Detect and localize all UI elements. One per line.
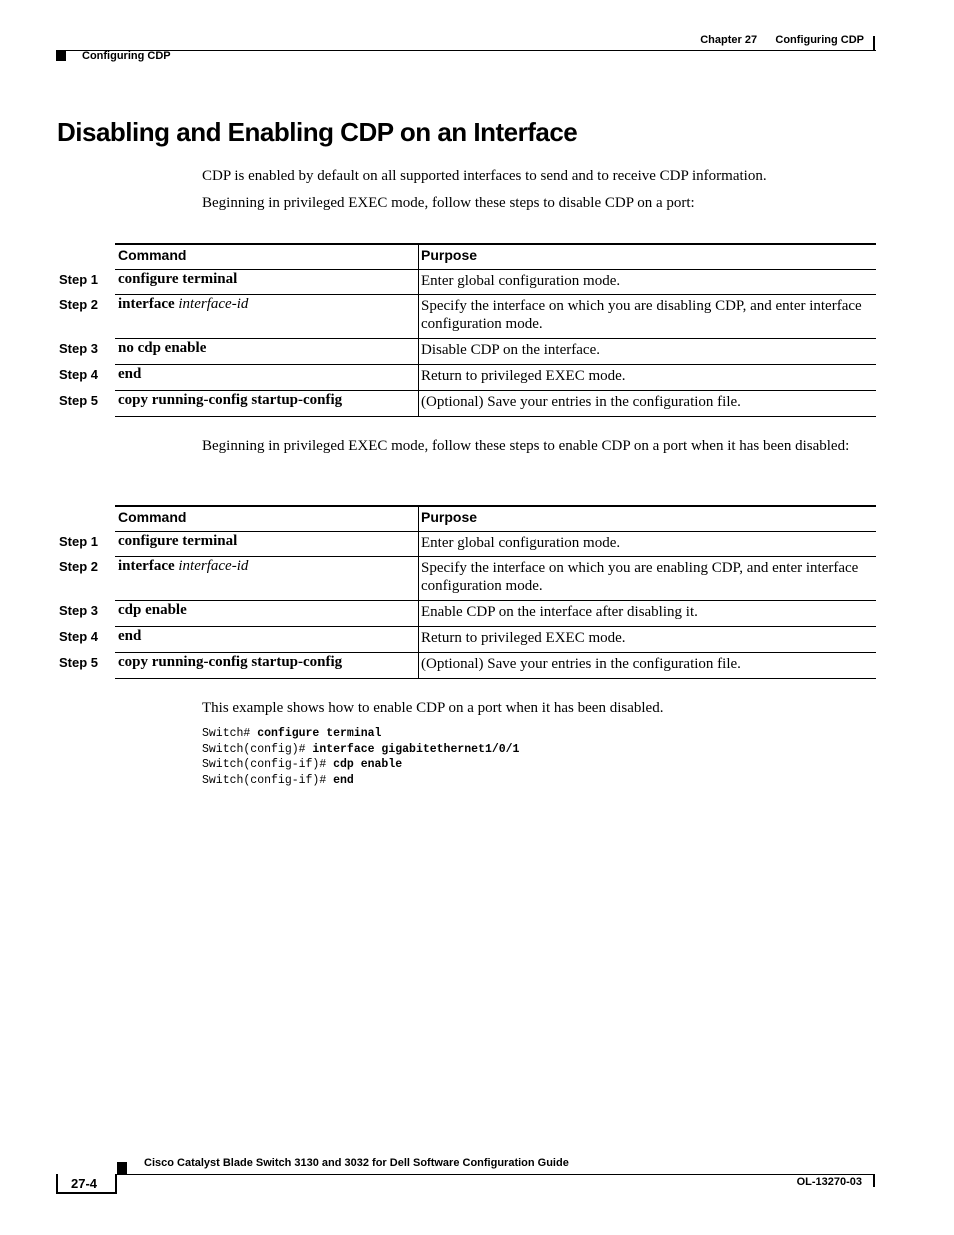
command-text: no cdp enable bbox=[118, 340, 207, 356]
chapter-label: Chapter 27 Configuring CDP bbox=[700, 34, 864, 46]
command-cell bbox=[118, 654, 342, 671]
table-row bbox=[59, 338, 876, 365]
command-cell bbox=[118, 340, 206, 357]
command-cell bbox=[118, 628, 141, 645]
code-command: interface gigabitethernet1/0/1 bbox=[312, 742, 520, 756]
code-prompt: Switch(config)# bbox=[202, 742, 313, 756]
purpose-cell: Return to privileged EXEC mode. bbox=[421, 368, 626, 384]
page-title: Disabling and Enabling CDP on an Interface bbox=[57, 117, 578, 147]
command-cell bbox=[118, 271, 237, 288]
command-text: end bbox=[118, 366, 142, 382]
table-row bbox=[59, 626, 876, 653]
step-label: Step 5 bbox=[59, 393, 99, 408]
enable-instructions: Beginning in privileged EXEC mode, follow these steps to enable CDP on a port when it has been disabled: bbox=[202, 438, 850, 454]
table-row bbox=[59, 294, 876, 339]
code-prompt: Switch# bbox=[202, 727, 258, 740]
step-label: Step 3 bbox=[59, 341, 99, 356]
purpose-cell: Specify the interface on which you are enabling CDP, and enter interface configuration mode. bbox=[421, 560, 859, 594]
command-text: interface bbox=[118, 296, 175, 312]
section-label: Configuring CDP bbox=[82, 50, 171, 62]
purpose-cell: Return to privileged EXEC mode. bbox=[421, 630, 626, 646]
purpose-cell: Disable CDP on the interface. bbox=[421, 342, 600, 358]
code-command: cdp enable bbox=[333, 758, 403, 772]
example-intro: This example shows how to enable CDP on a port when it has been disabled. bbox=[202, 700, 664, 716]
step-label: Step 2 bbox=[59, 297, 99, 312]
command-header: Command bbox=[118, 509, 187, 525]
code-prompt: Switch(config-if)# bbox=[202, 774, 334, 788]
code-example bbox=[202, 726, 519, 789]
code-line bbox=[202, 773, 519, 789]
step-label: Step 4 bbox=[59, 629, 99, 644]
command-argument: interface-id bbox=[178, 296, 249, 312]
command-text: configure terminal bbox=[118, 533, 238, 549]
header-square bbox=[56, 51, 66, 61]
page-number: 27-4 bbox=[71, 1176, 98, 1191]
purpose-cell: Enter global configuration mode. bbox=[421, 273, 621, 289]
table-row bbox=[59, 600, 876, 627]
table-row bbox=[59, 556, 876, 601]
code-line bbox=[202, 726, 519, 742]
step-label: Step 2 bbox=[59, 559, 99, 574]
code-command: configure terminal bbox=[257, 727, 382, 740]
command-text: copy running-config startup-config bbox=[118, 654, 343, 670]
table-header bbox=[115, 505, 876, 533]
table-row bbox=[59, 531, 876, 557]
command-cell bbox=[118, 392, 342, 409]
table-row bbox=[59, 269, 876, 295]
document-id: OL-13270-03 bbox=[796, 1176, 862, 1188]
disable-instructions: Beginning in privileged EXEC mode, follow these steps to disable CDP on a port: bbox=[202, 195, 695, 211]
code-prompt: Switch(config-if)# bbox=[202, 758, 334, 772]
header-rule bbox=[56, 50, 876, 51]
step-label: Step 1 bbox=[59, 534, 99, 549]
purpose-cell: (Optional) Save your entries in the configuration file. bbox=[421, 656, 741, 672]
header-bar bbox=[873, 36, 875, 51]
footer-bar bbox=[873, 1175, 875, 1187]
step-label: Step 3 bbox=[59, 603, 99, 618]
step-label: Step 4 bbox=[59, 367, 99, 382]
table-bottom-rule bbox=[115, 416, 876, 417]
command-text: cdp enable bbox=[118, 602, 187, 618]
step-label: Step 1 bbox=[59, 272, 99, 287]
command-text: copy running-config startup-config bbox=[118, 392, 343, 408]
guide-title: Cisco Catalyst Blade Switch 3130 and 3032 for Dell Software Configuration Guide bbox=[144, 1157, 569, 1169]
command-text: configure terminal bbox=[118, 271, 238, 287]
table-row bbox=[59, 390, 876, 417]
purpose-cell: Specify the interface on which you are disabling CDP, and enter interface configuration mode. bbox=[421, 298, 862, 332]
table-bottom-rule bbox=[115, 678, 876, 679]
purpose-header: Purpose bbox=[421, 247, 478, 263]
code-line bbox=[202, 742, 519, 758]
purpose-cell: Enable CDP on the interface after disabling it. bbox=[421, 604, 698, 620]
command-text: interface bbox=[118, 558, 175, 574]
command-cell bbox=[118, 602, 187, 619]
command-argument: interface-id bbox=[178, 558, 249, 574]
purpose-header: Purpose bbox=[421, 509, 478, 525]
footer-square bbox=[117, 1162, 127, 1174]
command-header: Command bbox=[118, 247, 187, 263]
command-cell bbox=[118, 558, 248, 575]
intro-paragraph: CDP is enabled by default on all supported interfaces to send and to receive CDP information. bbox=[202, 168, 767, 184]
command-cell bbox=[118, 366, 141, 383]
code-line bbox=[202, 757, 519, 773]
purpose-cell: (Optional) Save your entries in the configuration file. bbox=[421, 394, 741, 410]
command-cell bbox=[118, 296, 248, 313]
purpose-cell: Enter global configuration mode. bbox=[421, 535, 621, 551]
footer-rule bbox=[117, 1174, 875, 1175]
table-row bbox=[59, 652, 876, 679]
command-cell bbox=[118, 533, 237, 550]
command-text: end bbox=[118, 628, 142, 644]
table-header bbox=[115, 243, 876, 271]
table-row bbox=[59, 364, 876, 391]
code-command: end bbox=[333, 774, 354, 788]
step-label: Step 5 bbox=[59, 655, 99, 670]
